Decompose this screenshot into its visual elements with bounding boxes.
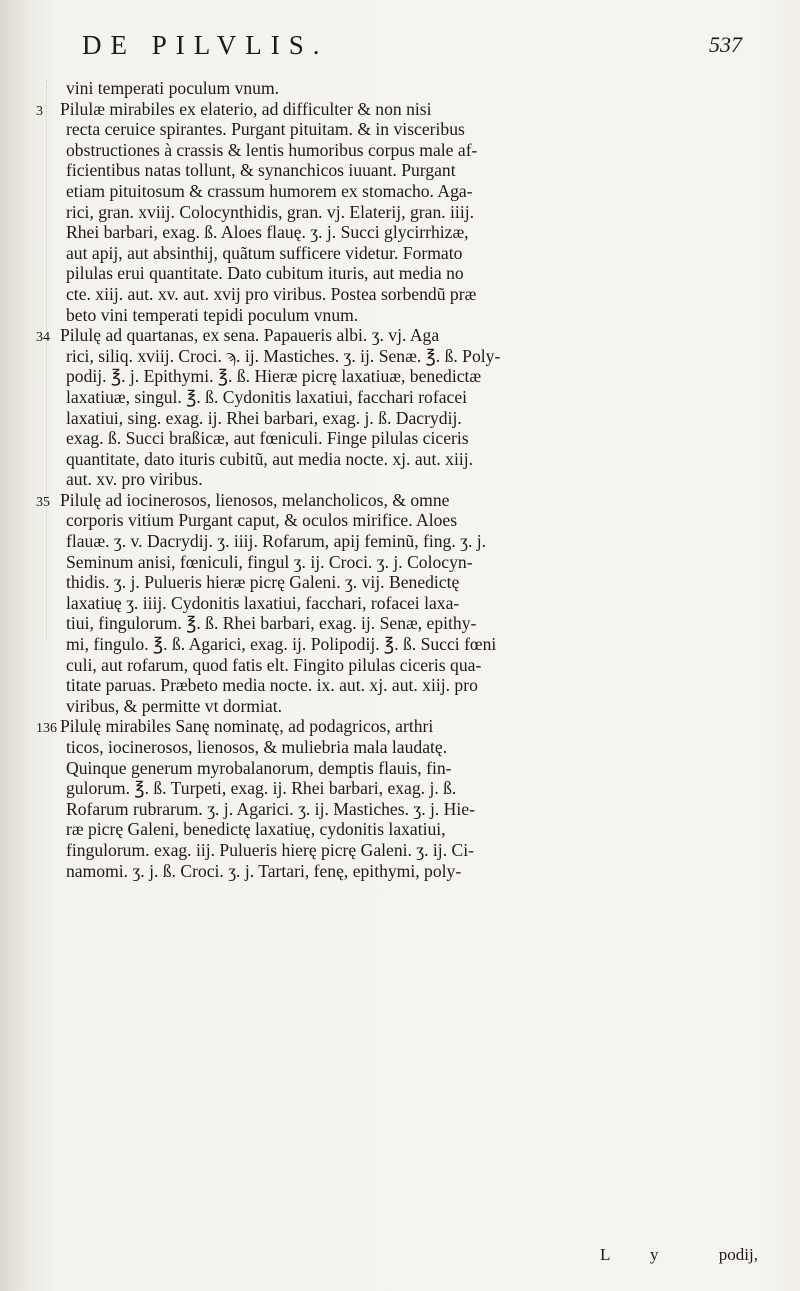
text-line — [66, 263, 756, 284]
line-text: quantitate, dato ituris cubitũ, aut media nocte. xj. aut. xiij. — [66, 448, 474, 469]
line-text: recta ceruice spirantes. Purgant pituitam. & in visceribus — [66, 119, 465, 140]
line-text: ræ picrę Galeni, benedictę laxatiuę, cydonitis laxatiui, — [66, 819, 446, 840]
recipe-number: 35 — [36, 494, 50, 510]
text-line — [66, 181, 756, 202]
text-line — [66, 655, 756, 676]
text-line — [66, 469, 756, 490]
text-line — [66, 613, 756, 634]
line-text: Pilulæ mirabiles ex elaterio, ad difficulter & non nisi — [60, 98, 432, 119]
catchword: podij, — [718, 1245, 758, 1264]
body-text — [36, 78, 756, 881]
text-line — [66, 284, 756, 305]
text-line — [66, 243, 756, 264]
text-line — [36, 716, 756, 737]
text-line — [36, 489, 756, 511]
text-line — [36, 325, 756, 346]
line-text: mi, fingulo. ℥. ß. Agarici, exag. ij. Polipodij. ℥. ß. Succi fœni — [66, 634, 497, 655]
line-text: podij. ℥. j. Epithymi. ℥. ß. Hieræ picrę laxatiuæ, benedictæ — [66, 366, 482, 387]
text-line — [66, 840, 756, 861]
text-line — [66, 510, 756, 531]
line-text: gulorum. ℥. ß. Turpeti, exag. ij. Rhei barbari, exag. j. ß. — [66, 778, 457, 799]
line-text: viribus, & permitte vt dormiat. — [66, 695, 282, 716]
text-line — [66, 861, 756, 882]
text-line — [66, 78, 756, 99]
line-text: titate paruas. Præbeto media nocte. ix. aut. xj. aut. xiij. pro — [66, 675, 478, 696]
text-line — [66, 449, 756, 470]
text-line — [66, 202, 756, 223]
line-text: ticos, iocinerosos, lienosos, & muliebria mala laudatę. — [66, 737, 448, 757]
text-line — [66, 222, 756, 243]
line-text: aut apij, aut absinthij, quãtum sufficere videtur. Formato — [66, 242, 463, 263]
text-line — [66, 593, 756, 614]
line-text: aut. xv. pro viribus. — [66, 469, 203, 490]
line-text: thidis. ʒ. j. Pulueris hieræ picrę Galeni. ʒ. vij. Benedictę — [66, 572, 460, 593]
line-text: flauæ. ʒ. v. Dacrydij. ʒ. iiij. Rofarum, apij feminũ, fing. ʒ. j. — [66, 531, 487, 552]
text-line — [66, 819, 756, 840]
text-line — [66, 428, 756, 449]
text-line — [66, 160, 756, 181]
text-line — [66, 305, 756, 326]
line-text: corporis vitium Purgant caput, & oculos mirifice. Aloes — [66, 510, 458, 531]
line-text: Quinque generum myrobalanorum, demptis flauis, fin- — [66, 757, 452, 778]
line-text: laxatiuę ʒ. iiij. Cydonitis laxatiui, facchari, rofacei laxa- — [66, 592, 460, 613]
text-line — [66, 140, 756, 161]
line-text: Seminum anisi, fœniculi, fingul ʒ. ij. Croci. ʒ. j. Colocyn- — [66, 551, 473, 572]
line-text: Pilulę ad quartanas, ex sena. Papaueris albi. ʒ. vj. Aga — [60, 325, 440, 346]
recipe-number: 34 — [36, 330, 50, 346]
line-text: laxatiuæ, singul. ℥. ß. Cydonitis laxatiui, facchari rofacei — [66, 386, 468, 407]
text-line — [66, 778, 756, 799]
line-text: namomi. ʒ. j. ß. Croci. ʒ. j. Tartari, fenę, epithymi, poly- — [66, 860, 462, 881]
text-line — [66, 119, 756, 140]
text-line — [66, 737, 756, 758]
recipe-number: 3 — [36, 103, 43, 119]
line-text: culi, aut rofarum, quod fatis elt. Fingito pilulas ciceris qua- — [66, 654, 482, 675]
line-text: etiam pituitosum & crassum humorem ex stomacho. Aga- — [66, 180, 473, 201]
text-line — [66, 408, 756, 429]
recipe-number: 136 — [36, 721, 57, 737]
line-text: rici, siliq. xviij. Croci. ϡ. ij. Mastiches. ʒ. ij. Senæ. ℥. ß. Poly- — [66, 345, 501, 366]
text-line — [66, 552, 756, 573]
text-line — [66, 634, 756, 655]
text-line — [66, 572, 756, 593]
text-line — [66, 387, 756, 408]
signature-mark: L y — [600, 1245, 677, 1264]
text-line — [66, 799, 756, 820]
text-line — [66, 366, 756, 387]
line-text: ficientibus natas tollunt, & synanchicos iuuant. Purgant — [66, 160, 456, 181]
line-text: Rofarum rubrarum. ʒ. j. Agarici. ʒ. ij. Mastiches. ʒ. j. Hie- — [66, 798, 475, 819]
line-text: rici, gran. xviij. Colocynthidis, gran. vj. Elaterij, gran. iiij. — [66, 201, 474, 222]
line-text: Pilulę ad iocinerosos, lienosos, melancholicos, & omne — [60, 489, 450, 510]
text-line — [66, 346, 756, 367]
line-text: vini temperati poculum vnum. — [66, 78, 280, 98]
running-title: DE PILVLIS. — [82, 30, 329, 60]
text-line — [66, 758, 756, 779]
text-line — [66, 696, 756, 717]
line-text: Rhei barbari, exag. ß. Aloes flauę. ʒ. j. Succi glycirrhizæ, — [66, 222, 469, 243]
page-footer — [0, 1245, 800, 1267]
line-text: beto vini temperati tepidi poculum vnum. — [66, 304, 359, 325]
gutter-shadow — [46, 80, 57, 640]
text-line — [36, 98, 756, 120]
running-head — [0, 30, 800, 70]
text-line — [66, 531, 756, 552]
line-text: tiui, fingulorum. ℥. ß. Rhei barbari, exag. ij. Senæ, epithy- — [66, 613, 477, 634]
line-text: obstructiones à crassis & lentis humoribus corpus male af- — [66, 139, 478, 160]
line-text: Pilulę mirabiles Sanę nominatę, ad podagricos, arthri — [60, 716, 434, 737]
line-text: fingulorum. exag. iij. Pulueris hierę picrę Galeni. ʒ. ij. Ci- — [66, 839, 474, 860]
page-number: 537 — [709, 32, 742, 57]
line-text: exag. ß. Succi braßicæ, aut fœniculi. Finge pilulas ciceris — [66, 428, 469, 449]
line-text: cte. xiij. aut. xv. aut. xvij pro viribus. Postea sorbendũ præ — [66, 283, 477, 304]
line-text: laxatiui, sing. exag. ij. Rhei barbari, exag. j. ß. Dacrydij. — [66, 407, 462, 428]
text-line — [66, 675, 756, 696]
line-text: pilulas erui quantitate. Dato cubitum ituris, aut media no — [66, 263, 464, 284]
